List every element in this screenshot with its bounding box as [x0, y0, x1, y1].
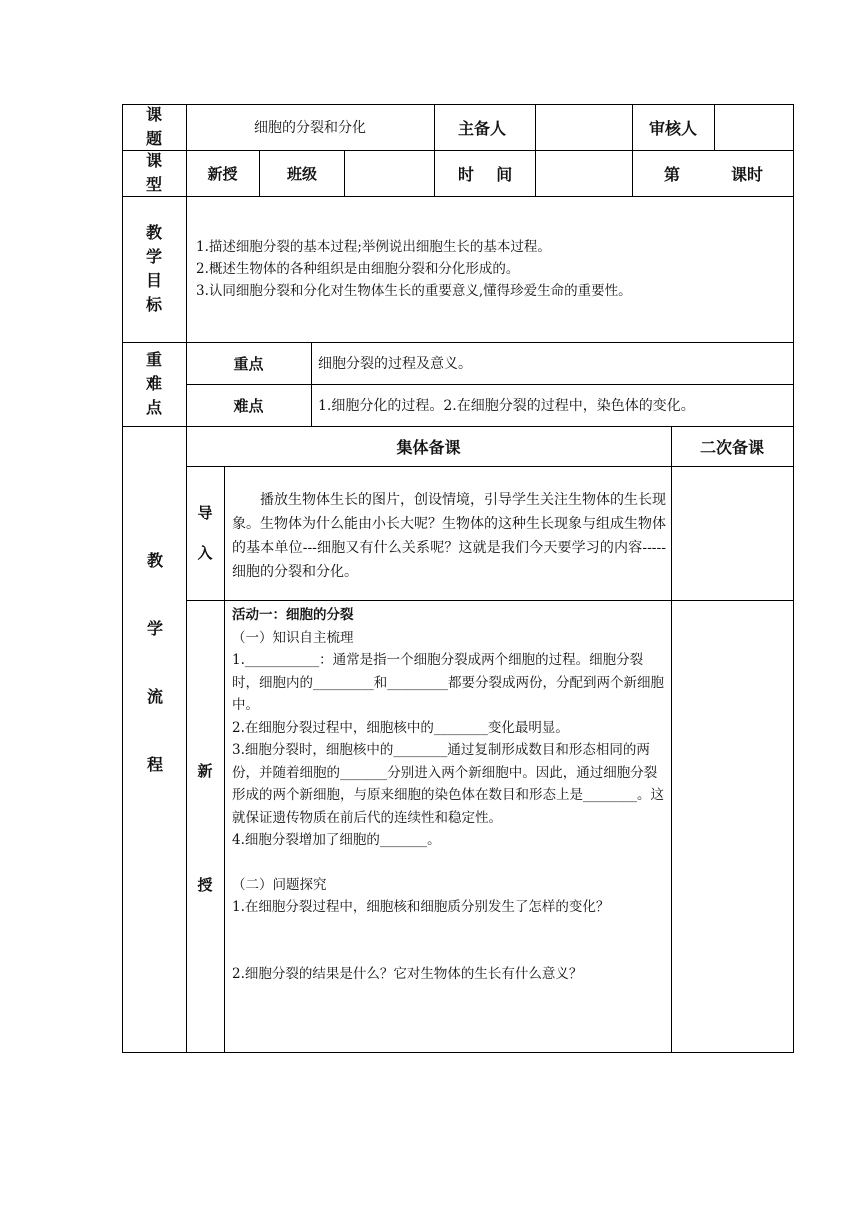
- new-teaching-content: [232, 604, 668, 985]
- question: 2.细胞分裂的结果是什么？它对生物体的生长有什么意义？: [232, 965, 583, 982]
- topic-value: 细胞的分裂和分化: [254, 120, 366, 136]
- rule: [224, 466, 225, 1052]
- objective-item: 1.描述细胞分裂的基本过程;举例说出细胞生长的基本过程。: [196, 239, 551, 255]
- new-label-char: 新: [197, 761, 213, 780]
- question: 1.在细胞分裂过程中，细胞核和细胞质分别发生了怎样的变化？: [232, 899, 610, 915]
- objectives-label-char: 目: [145, 271, 162, 290]
- flow-label-char: 学: [146, 619, 163, 638]
- intro-label-char: 导: [197, 504, 213, 522]
- objective-item: 2.概述生物体的各种组织是由细胞分裂和分化形成的。: [196, 261, 520, 277]
- reviewer-value: [714, 104, 793, 150]
- type-label: [122, 150, 186, 196]
- objectives-label-char: 标: [145, 295, 162, 314]
- rule: [671, 426, 672, 1052]
- flow-label-char: 流: [146, 687, 163, 706]
- key-points-label-char: 重: [145, 350, 162, 369]
- rule: [122, 196, 794, 197]
- lead-preparer-label: 主备人: [458, 118, 507, 138]
- flow-label-char: 程: [146, 755, 163, 774]
- activity-title: 活动一：细胞的分裂: [232, 607, 354, 623]
- rule: [793, 104, 794, 1053]
- focus-value: 细胞分裂的过程及意义。: [318, 356, 472, 372]
- period-suffix: 课时: [730, 164, 763, 184]
- rule: [186, 600, 794, 601]
- key-points-label: [122, 342, 186, 426]
- spacer: [232, 852, 668, 874]
- subsection-title: （一）知识自主梳理: [232, 629, 354, 646]
- key-points-label-char: 难: [145, 374, 162, 393]
- difficulty-value: 1.细胞分化的过程。2.在细胞分裂的过程中，染色体的变化。: [318, 398, 695, 414]
- fill-line: 4.细胞分裂增加了细胞的_______。: [232, 832, 441, 848]
- type-value: 新授: [207, 164, 238, 183]
- new-label-char: 授: [197, 875, 213, 894]
- time-value: [535, 150, 632, 196]
- rule: [186, 466, 794, 467]
- difficulty-label: 难点: [233, 396, 264, 415]
- objectives-label: [122, 196, 186, 342]
- rule: [122, 1052, 794, 1053]
- secondary-header: 二次备课: [699, 437, 764, 457]
- intro-text: [232, 488, 666, 584]
- period-prefix: 第: [663, 164, 680, 184]
- time-label: 时 间: [458, 164, 513, 184]
- fill-line: 2.在细胞分裂过程中，细胞核中的________变化最明显。: [232, 719, 569, 736]
- intro-label: [186, 466, 224, 600]
- objectives-list: [196, 236, 632, 302]
- type-label-char: 课: [145, 151, 162, 170]
- key-points-label-char: 点: [145, 398, 162, 417]
- focus-label: 重点: [233, 354, 264, 373]
- topic-label-char: 题: [145, 129, 162, 148]
- subsection-title: （二）问题探究: [232, 876, 327, 893]
- fill-line: 1.___________：通常是指一个细胞分裂成两个细胞的过程。细胞分裂时，细胞内的_________和_________都要分裂成两份，分配到两个新细胞中。: [232, 652, 664, 713]
- spacer: [232, 919, 668, 963]
- intro-paragraph: 播放生物体生长的图片，创设情境，引导学生关注生物体的生长现象。生物体为什么能由小长大呢？生物体的这种生长现象与组成生物体的基本单位---细胞又有什么关系呢？这就是我们今天要学习的内容-----细胞的分裂和分化。: [232, 492, 666, 580]
- type-label-char: 型: [145, 175, 162, 194]
- objective-item: 3.认同细胞分裂和分化对生物体生长的重要意义,懂得珍爱生命的重要性。: [196, 283, 632, 299]
- topic-label-char: 课: [145, 105, 162, 124]
- fill-line: 3.细胞分裂时，细胞核中的________通过复制形成数目和形态相同的两份，并随着细胞的_______分别进入两个新细胞中。因此，通过细胞分裂形成的两个新细胞，与原来细胞的染色体在数目和形态上是________。这就保证遗传物质在前后代的连续性和稳定性。: [232, 742, 664, 826]
- intro-label-char: 入: [197, 544, 213, 562]
- objectives-label-char: 学: [145, 247, 162, 266]
- rule: [311, 342, 312, 426]
- lead-preparer-value: [535, 104, 632, 150]
- collective-header: 集体备课: [396, 437, 461, 457]
- objectives-label-char: 教: [145, 223, 162, 242]
- flow-label-char: 教: [146, 551, 163, 570]
- topic-label: [122, 104, 186, 150]
- class-value: [344, 150, 434, 196]
- class-label: 班级: [287, 164, 318, 183]
- reviewer-label: 审核人: [648, 118, 697, 138]
